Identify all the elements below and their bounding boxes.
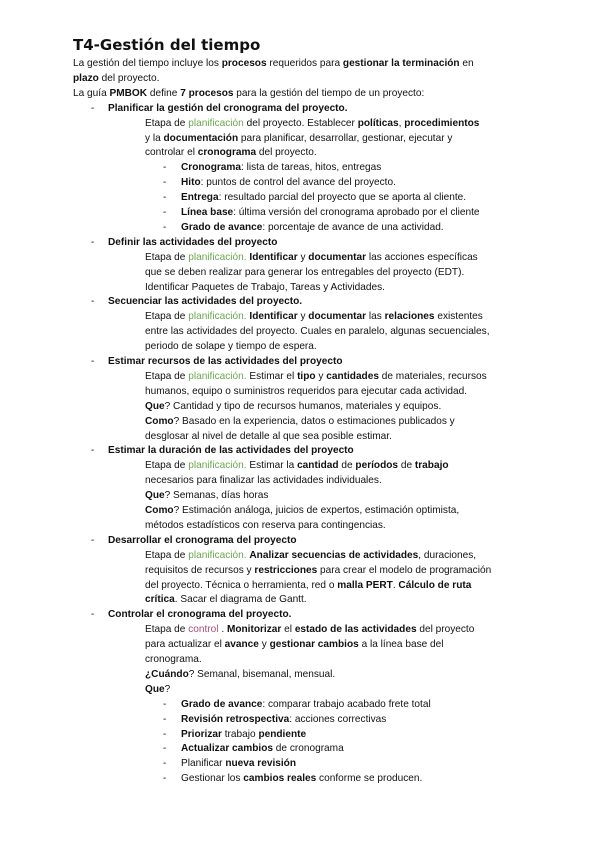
bold-term: Estimar la duración de las actividades del proyecto (108, 445, 354, 457)
text-run: : lista de tareas, hitos, entregas (241, 162, 382, 174)
bullet-dash: - (91, 534, 95, 546)
text-run: del proyecto. (256, 147, 317, 159)
text-run: : porcentaje de avance de una actividad. (262, 221, 444, 233)
sub-list-item (181, 742, 344, 755)
bold-term: Que (145, 683, 165, 695)
bold-term: Que (145, 400, 165, 412)
bold-term: gestionar cambios (269, 639, 359, 651)
bold-term: Revisión retrospectiva (181, 713, 290, 725)
bold-term: cronograma (197, 147, 257, 159)
section-body-line (145, 623, 474, 636)
bold-term: Planificar la gestión del cronograma del proyecto. (108, 102, 348, 114)
section-body-line (145, 474, 382, 487)
bullet-dash: - (91, 296, 95, 308)
text-run: Estimar el (246, 370, 298, 382)
bold-term: Desarrollar el cronograma del proyecto (108, 534, 297, 546)
section-body-line (145, 564, 491, 577)
intro-line (73, 72, 159, 85)
text-run: entre las actividades del proyecto. Cuales en paralelo, algunas secuenciales, (145, 326, 490, 338)
phase-highlight: planificación. (188, 370, 247, 382)
bullet-dash: - (163, 192, 167, 204)
bold-term: avance (224, 639, 259, 651)
phase-highlight: planificación. (188, 460, 247, 472)
text-run: del proyecto. Establecer (243, 117, 358, 129)
section-body-line (145, 549, 476, 562)
text-run: en (459, 58, 474, 69)
sub-list-item (181, 728, 306, 741)
text-run: desglosar al nivel de detalle al que sea posible estimar. (145, 430, 392, 442)
bold-term: 7 procesos (180, 87, 234, 99)
phase-highlight: planificación. (188, 251, 247, 263)
bold-term: Cálculo de ruta (398, 579, 472, 591)
section-body-line (145, 146, 317, 159)
section-heading (108, 534, 296, 547)
text-run: periodo de solape y tiempo de espera. (145, 341, 317, 353)
sub-list-item (181, 221, 444, 234)
bold-term: Identificar (249, 311, 298, 323)
bold-term: estado de las actividades (294, 624, 417, 636)
phase-highlight: planificación. (188, 311, 247, 323)
sub-list-item (181, 176, 396, 189)
text-run: las acciones específicas (366, 251, 478, 263)
bullet-dash: - (91, 445, 95, 457)
text-run: para la gestión del tiempo de un proyecto: (233, 87, 425, 99)
text-run: necesarios para finalizar las actividades individuales. (145, 475, 382, 487)
bullet-dash: - (91, 609, 95, 621)
bold-term: cambios reales (243, 773, 317, 785)
section-heading (108, 355, 343, 368)
text-run: . (392, 579, 399, 591)
section-body-line (145, 266, 464, 279)
text-run: Planificar (181, 758, 226, 770)
text-run: . Sacar el diagrama de Gantt. (174, 594, 307, 606)
bullet-dash: - (163, 207, 167, 218)
bullet-dash: - (91, 102, 95, 114)
sub-list-item (181, 206, 480, 219)
text-run: define (147, 87, 181, 99)
bold-term: Hito (181, 177, 201, 189)
text-run: ? (164, 683, 171, 695)
bullet-dash: - (91, 236, 95, 248)
bold-term: Controlar el cronograma del proyecto. (108, 609, 292, 621)
section-body-line (145, 430, 392, 443)
section-heading (108, 236, 277, 249)
bold-term: documentación (163, 132, 239, 144)
bold-term: Grado de avance (181, 698, 263, 710)
text-run: del proyecto. Técnica o herramienta, red o (145, 579, 338, 591)
section-body-line (145, 340, 317, 353)
bold-term: plazo (73, 72, 99, 84)
text-run: Etapa de (145, 370, 189, 382)
sub-list-item (181, 191, 466, 204)
section-heading (108, 295, 302, 308)
bold-term: Estimar recursos de las actividades del proyecto (108, 356, 343, 367)
sub-list-item (181, 713, 386, 726)
phase-highlight: planificación. (188, 549, 247, 561)
section-body-line (145, 579, 471, 592)
text-run: Etapa de (145, 624, 189, 636)
sub-list-item (181, 772, 422, 785)
text-run: existentes (434, 311, 483, 323)
section-heading (108, 608, 291, 621)
section-body-line (145, 400, 441, 413)
bold-term: documentar (308, 251, 367, 263)
section-heading (108, 102, 348, 115)
phase-highlight: planificación (188, 117, 244, 129)
text-run: y (315, 370, 327, 382)
text-run: : comparar trabajo acabado frete total (262, 698, 431, 710)
section-body-line (145, 489, 268, 502)
text-run: de materiales, recursos (378, 370, 487, 382)
sub-list-item (181, 161, 381, 174)
bold-term: restricciones (254, 564, 318, 576)
text-run: y la (145, 132, 164, 144)
bold-term: políticas (357, 117, 399, 129)
bold-term: Que (145, 490, 165, 502)
page-title: T4-Gestión del tiempo (73, 36, 261, 54)
section-body-line (145, 459, 449, 472)
section-body-line (145, 638, 444, 651)
bold-term: procesos (221, 58, 267, 69)
text-run: Etapa de (145, 251, 189, 263)
sub-list-item (181, 698, 431, 711)
text-run: Estimar la (246, 460, 298, 472)
bullet-dash: - (163, 758, 167, 770)
text-run: Gestionar los (181, 773, 244, 785)
bold-term: períodos (355, 460, 399, 472)
section-body-line (145, 668, 335, 681)
bold-term: nueva revisión (225, 758, 297, 770)
text-run: : acciones correctivas (289, 713, 387, 725)
text-run: . (218, 624, 227, 636)
bold-term: PMBOK (109, 87, 148, 99)
text-run: : puntos de control del avance del proyecto. (200, 177, 396, 189)
text-run: de (398, 460, 415, 472)
text-run: y (258, 639, 270, 651)
bold-term: pendiente (258, 728, 307, 740)
text-run: La guía (73, 87, 110, 99)
text-run: el (281, 624, 295, 636)
text-run: de (338, 460, 356, 472)
bold-term: Analizar secuencias de actividades (249, 549, 419, 561)
section-body-line (145, 132, 452, 145)
bold-term: Línea base (181, 207, 234, 218)
text-run: Identificar Paquetes de Trabajo, Tareas y Actividades. (145, 281, 385, 293)
text-run: ? Semanal, bisemanal, mensual. (188, 668, 336, 680)
text-run: para actualizar el (145, 639, 225, 651)
section-heading (108, 444, 354, 457)
text-run: del proyecto. (98, 72, 160, 84)
bold-term: procedimientos (404, 117, 480, 129)
section-body-line (145, 251, 478, 264)
bold-term: malla PERT (337, 579, 393, 591)
text-run: humanos, equipo o suministros requeridos para ejecutar cada actividad. (145, 385, 468, 397)
text-run: : resultado parcial del proyecto que se aporta al cliente. (218, 192, 467, 204)
bold-term: Cronograma (181, 162, 242, 174)
text-run: y (297, 311, 309, 323)
text-run: cronograma. (145, 654, 202, 665)
text-run: requisitos de recursos y (145, 564, 255, 576)
bold-term: Grado de avance (181, 221, 263, 233)
phase-highlight: control (188, 624, 219, 636)
section-body-line (145, 385, 467, 398)
text-run: Etapa de (145, 549, 189, 561)
section-body-line (145, 370, 487, 383)
bold-term: cantidades (326, 370, 379, 382)
section-body-line (145, 310, 483, 323)
bold-term: tipo (297, 370, 316, 382)
text-run: métodos estadísticos con reserva para contingencias. (145, 519, 386, 531)
bold-term: Priorizar (181, 728, 222, 740)
text-run: , (398, 117, 405, 129)
text-run: a la línea base del (358, 639, 444, 651)
bullet-dash: - (163, 713, 167, 725)
bold-term: Definir las actividades del proyecto (108, 236, 278, 248)
section-body-line (145, 117, 479, 130)
text-run: trabajo (221, 728, 259, 740)
bold-term: crítica (145, 594, 175, 606)
bold-term: Entrega (181, 192, 219, 204)
text-run: las (366, 311, 385, 323)
bold-term: gestionar la terminación (342, 58, 460, 69)
text-run: del proyecto (416, 624, 475, 636)
bold-term: Monitorizar (226, 624, 282, 636)
text-run: de cronograma (273, 743, 344, 755)
bullet-dash: - (163, 177, 167, 189)
text-run: ? Basado en la experiencia, datos o estimaciones publicados y (173, 415, 455, 427)
bold-term: ¿Cuándo (145, 668, 189, 680)
section-body-line (145, 653, 202, 666)
bold-term: Actualizar cambios (181, 743, 273, 755)
text-run: requeridos para (266, 58, 343, 69)
section-body-line (145, 281, 385, 294)
section-body-line (145, 593, 307, 606)
bold-term: cantidad (297, 460, 339, 472)
bullet-dash: - (163, 728, 167, 740)
bold-term: Como (145, 415, 174, 427)
text-run: : última versión del cronograma aprobado por el cliente (233, 207, 480, 218)
section-body-line (145, 325, 490, 338)
bold-term: relaciones (384, 311, 435, 323)
bold-term: documentar (308, 311, 367, 323)
bold-term: trabajo (414, 460, 449, 472)
section-body-line (145, 504, 459, 517)
bullet-dash: - (91, 356, 95, 367)
text-run: controlar el (145, 147, 198, 159)
section-body-line (145, 415, 455, 428)
intro-line (73, 57, 474, 70)
text-run: Etapa de (145, 460, 189, 472)
section-body-line (145, 519, 386, 532)
bold-term: Como (145, 505, 174, 516)
text-run: conforme se producen. (316, 773, 423, 785)
section-body-line (145, 683, 170, 696)
text-run: ? Cantidad y tipo de recursos humanos, materiales y equipos. (164, 400, 442, 412)
bold-term: Secuenciar las actividades del proyecto. (108, 296, 303, 308)
text-run: Etapa de (145, 117, 189, 129)
bullet-dash: - (163, 698, 167, 710)
bullet-dash: - (163, 221, 167, 233)
text-run: y (297, 251, 309, 263)
text-run: ? Estimación análoga, juicios de expertos, estimación optimista, (173, 505, 460, 516)
sub-list-item (181, 757, 296, 770)
bullet-dash: - (163, 743, 167, 755)
text-run: La gestión del tiempo incluye los (73, 58, 222, 69)
text-run: ? Semanas, días horas (164, 490, 269, 502)
bullet-dash: - (163, 773, 167, 785)
bold-term: Identificar (249, 251, 298, 263)
text-run: Etapa de (145, 311, 189, 323)
text-run: para planificar, desarrollar, gestionar, ejecutar y (238, 132, 453, 144)
text-run: para crear el modelo de programación (317, 564, 492, 576)
text-run: que se deben realizar para generar los entregables del proyecto (EDT). (145, 266, 465, 278)
bullet-dash: - (163, 162, 167, 174)
intro-line (73, 87, 424, 100)
text-run: , duraciones, (418, 549, 477, 561)
